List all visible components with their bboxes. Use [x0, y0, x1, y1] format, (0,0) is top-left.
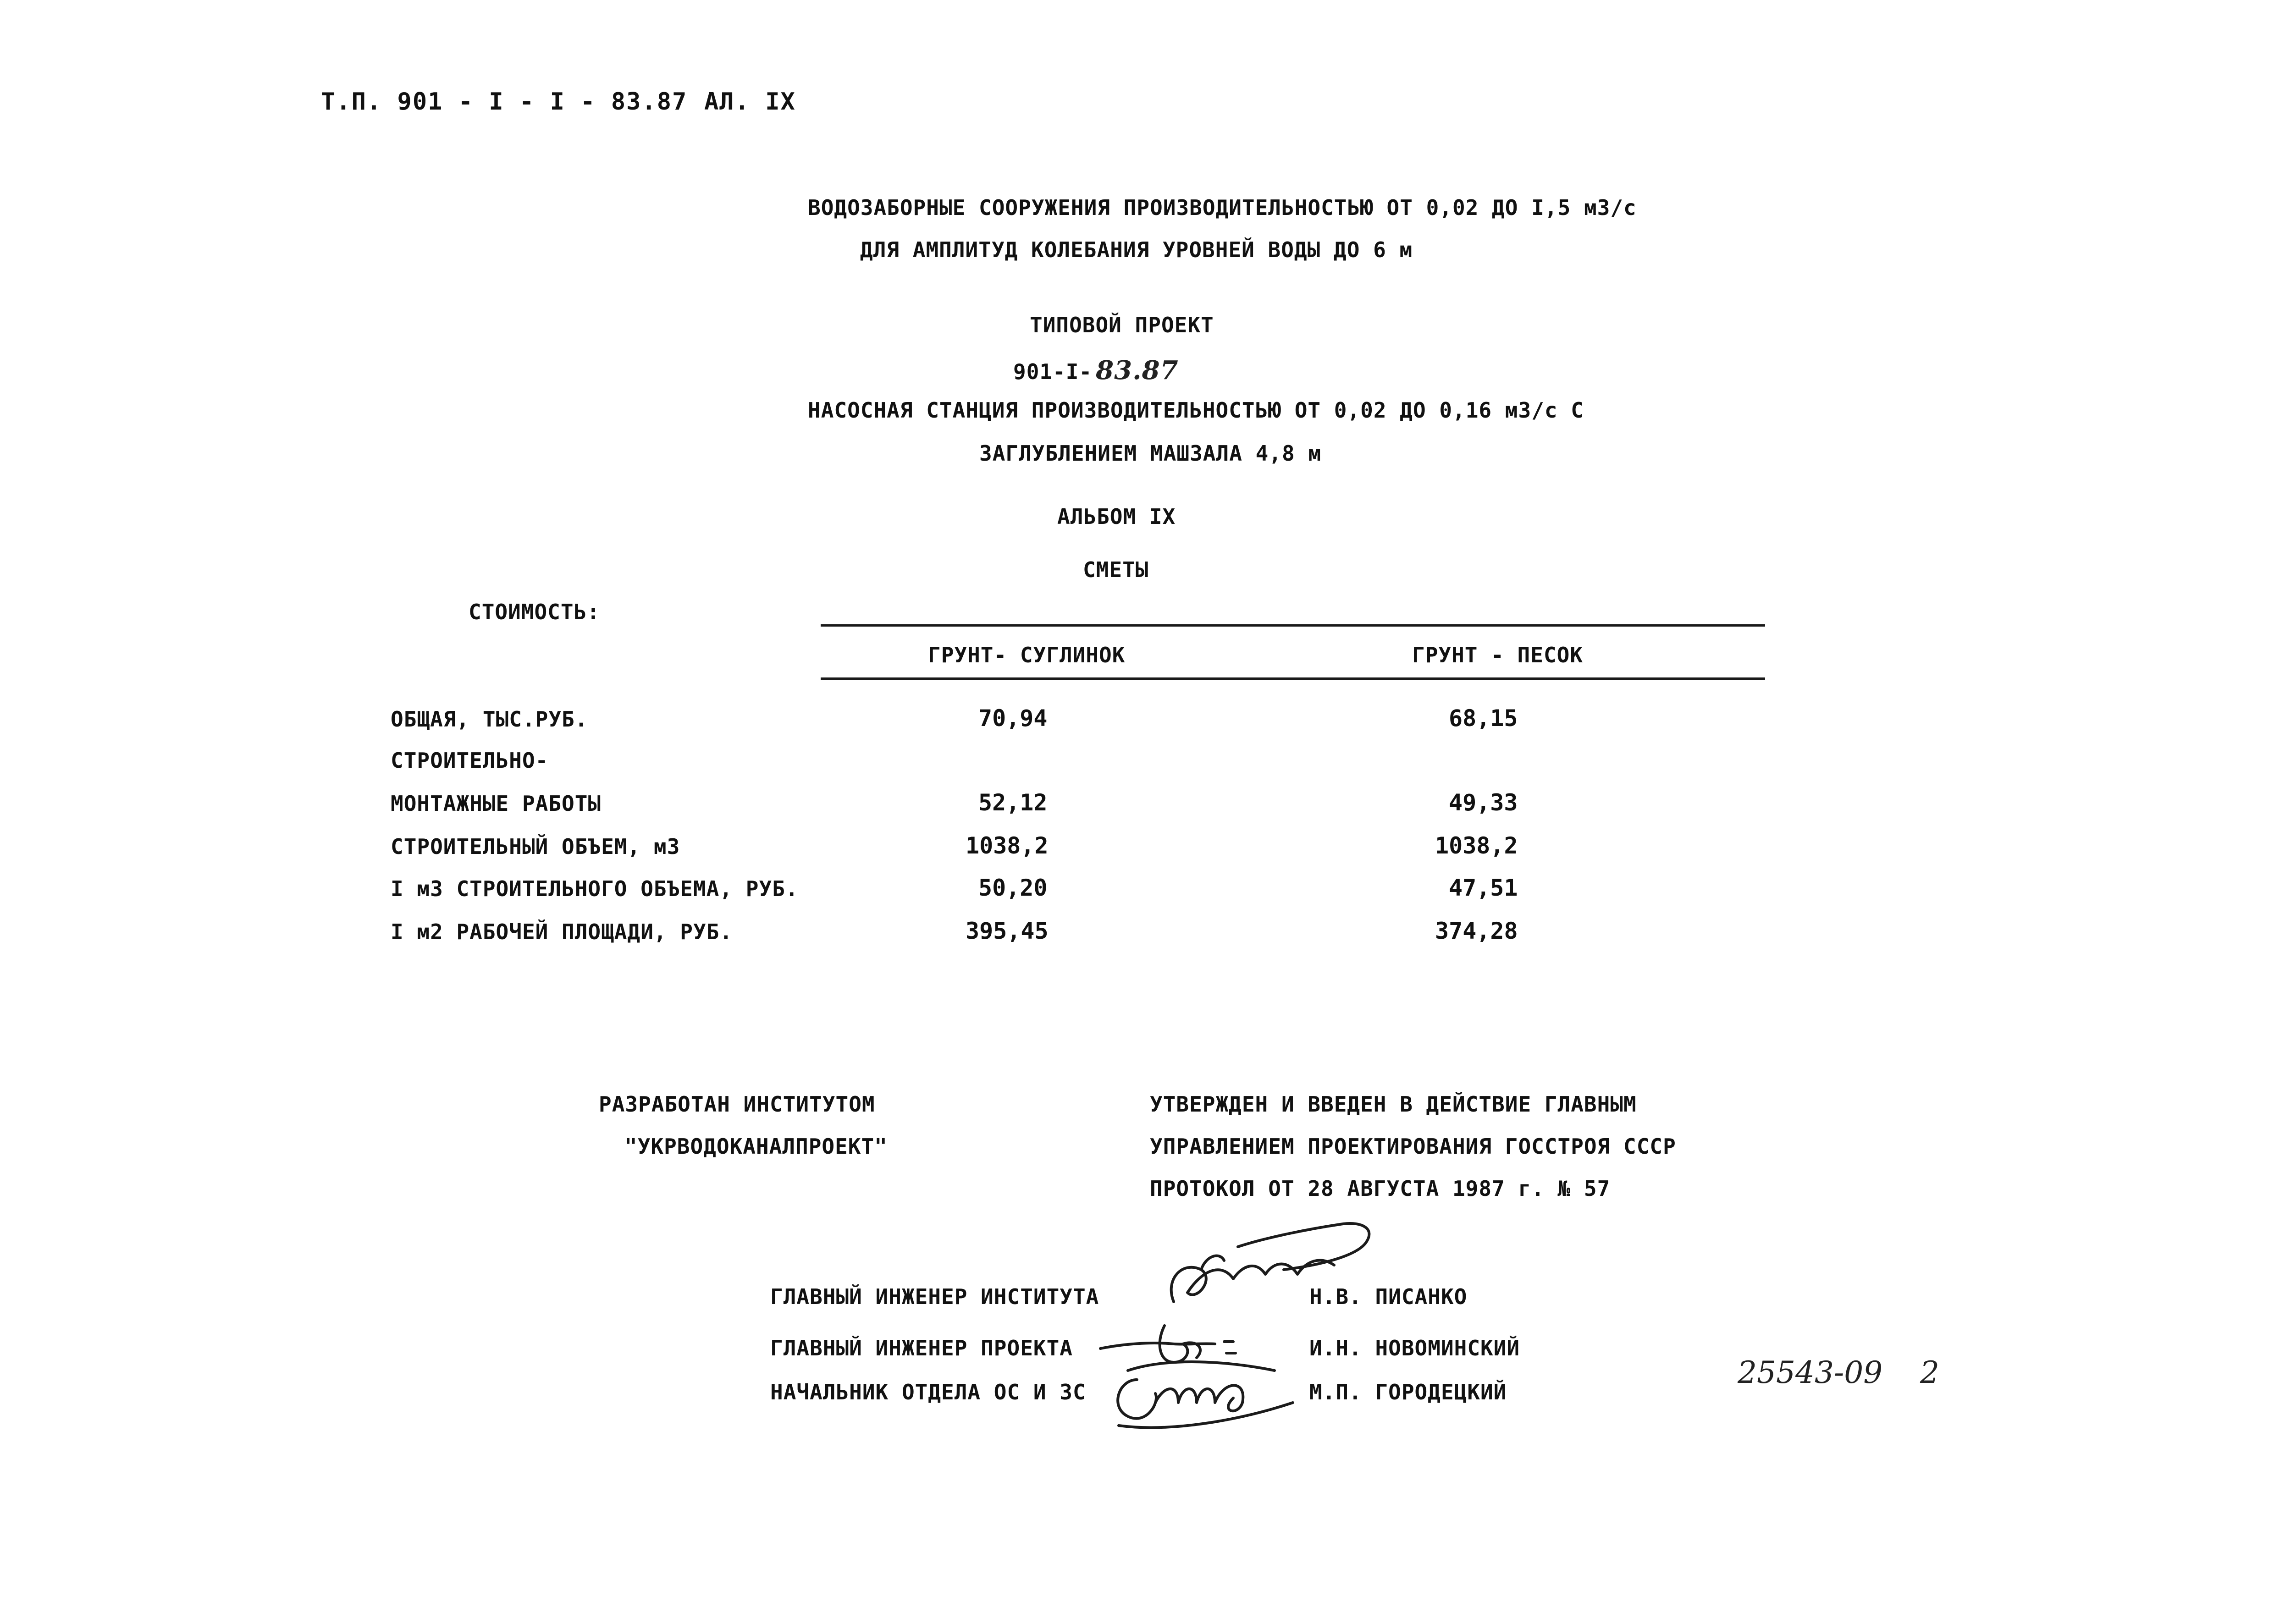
signatory-name: М.П. ГОРОДЕЦКИЙ	[1309, 1380, 1507, 1404]
subject-line-1: НАСОСНАЯ СТАНЦИЯ ПРОИЗВОДИТЕЛЬНОСТЬЮ ОТ 0,02 ДО 0,16 м3/с С	[808, 398, 1584, 423]
row-value-loam: 70,94	[978, 705, 1048, 732]
subject-line-2: ЗАГЛУБЛЕНИЕМ МАШЗАЛА 4,8 м	[979, 441, 1322, 466]
row-value-sand: 68,15	[1449, 705, 1518, 732]
table-top-rule	[821, 624, 1765, 627]
row-value-loam: 50,20	[978, 875, 1048, 901]
signature-pisanko	[1146, 1210, 1403, 1316]
document-code: Т.П. 901 - I - I - 83.87	[321, 88, 688, 116]
row-label: I м2 РАБОЧЕЙ ПЛОЩАДИ, РУБ.	[391, 919, 733, 944]
project-number	[1013, 355, 1179, 385]
row-value-sand: 49,33	[1449, 789, 1518, 816]
developer-line-1: РАЗРАБОТАН ИНСТИТУТОМ	[599, 1092, 875, 1117]
signatory-name: Н.В. ПИСАНКО	[1309, 1284, 1468, 1309]
developer-line-2: "УКРВОДОКАНАЛПРОЕКТ"	[624, 1134, 888, 1159]
approval-line-1: УТВЕРЖДЕН И ВВЕДЕН В ДЕЙСТВИЕ ГЛАВНЫМ	[1150, 1092, 1637, 1117]
row-value-sand: 374,28	[1435, 918, 1518, 944]
project-number-printed: 901-I-	[1013, 359, 1093, 384]
section-title: СМЕТЫ	[1083, 557, 1149, 582]
row-label: ОБЩАЯ, ТЫС.РУБ.	[391, 707, 588, 732]
album-reference: АЛ. IX	[704, 88, 796, 116]
signature-gorodetsky	[1100, 1352, 1311, 1435]
page-number: 2	[1920, 1355, 1939, 1390]
row-label: МОНТАЖНЫЕ РАБОТЫ	[391, 791, 602, 816]
row-value-sand: 1038,2	[1435, 832, 1518, 859]
project-type: ТИПОВОЙ ПРОЕКТ	[1030, 313, 1214, 337]
row-value-sand: 47,51	[1449, 875, 1518, 901]
title-line-2: ДЛЯ АМПЛИТУД КОЛЕБАНИЯ УРОВНЕЙ ВОДЫ ДО 6 м	[860, 237, 1413, 262]
row-label: СТРОИТЕЛЬНО-	[391, 748, 549, 773]
column-header-sand: ГРУНТ - ПЕСОК	[1412, 643, 1584, 667]
signatory-name: И.Н. НОВОМИНСКИЙ	[1309, 1336, 1520, 1360]
signatory-role: ГЛАВНЫЙ ИНЖЕНЕР ПРОЕКТА	[770, 1336, 1073, 1360]
archive-number: 25543-09	[1738, 1355, 1883, 1390]
approval-line-3: ПРОТОКОЛ ОТ 28 АВГУСТА 1987 г. № 57	[1150, 1176, 1611, 1201]
row-label: I м3 СТРОИТЕЛЬНОГО ОБЪЕМА, РУБ.	[391, 876, 799, 901]
row-label: СТРОИТЕЛЬНЫЙ ОБЪЕМ, м3	[391, 834, 680, 859]
album-title: АЛЬБОМ IX	[1057, 504, 1176, 529]
row-value-loam: 395,45	[966, 918, 1049, 944]
row-value-loam: 52,12	[978, 789, 1048, 816]
column-header-loam: ГРУНТ- СУГЛИНОК	[928, 643, 1126, 667]
signatory-role: ГЛАВНЫЙ ИНЖЕНЕР ИНСТИТУТА	[770, 1284, 1099, 1309]
signatory-role: НАЧАЛЬНИК ОТДЕЛА ОС И ЗС	[770, 1380, 1086, 1404]
cost-caption: СТОИМОСТЬ:	[469, 600, 600, 624]
row-value-loam: 1038,2	[966, 832, 1049, 859]
title-line-1: ВОДОЗАБОРНЫЕ СООРУЖЕНИЯ ПРОИЗВОДИТЕЛЬНОСТЬЮ ОТ 0,02 ДО I,5 м3/с	[808, 195, 1637, 220]
approval-line-2: УПРАВЛЕНИЕМ ПРОЕКТИРОВАНИЯ ГОССТРОЯ СССР	[1150, 1134, 1676, 1159]
project-number-handwritten: 83.87	[1096, 355, 1179, 385]
table-header-rule	[821, 677, 1765, 680]
